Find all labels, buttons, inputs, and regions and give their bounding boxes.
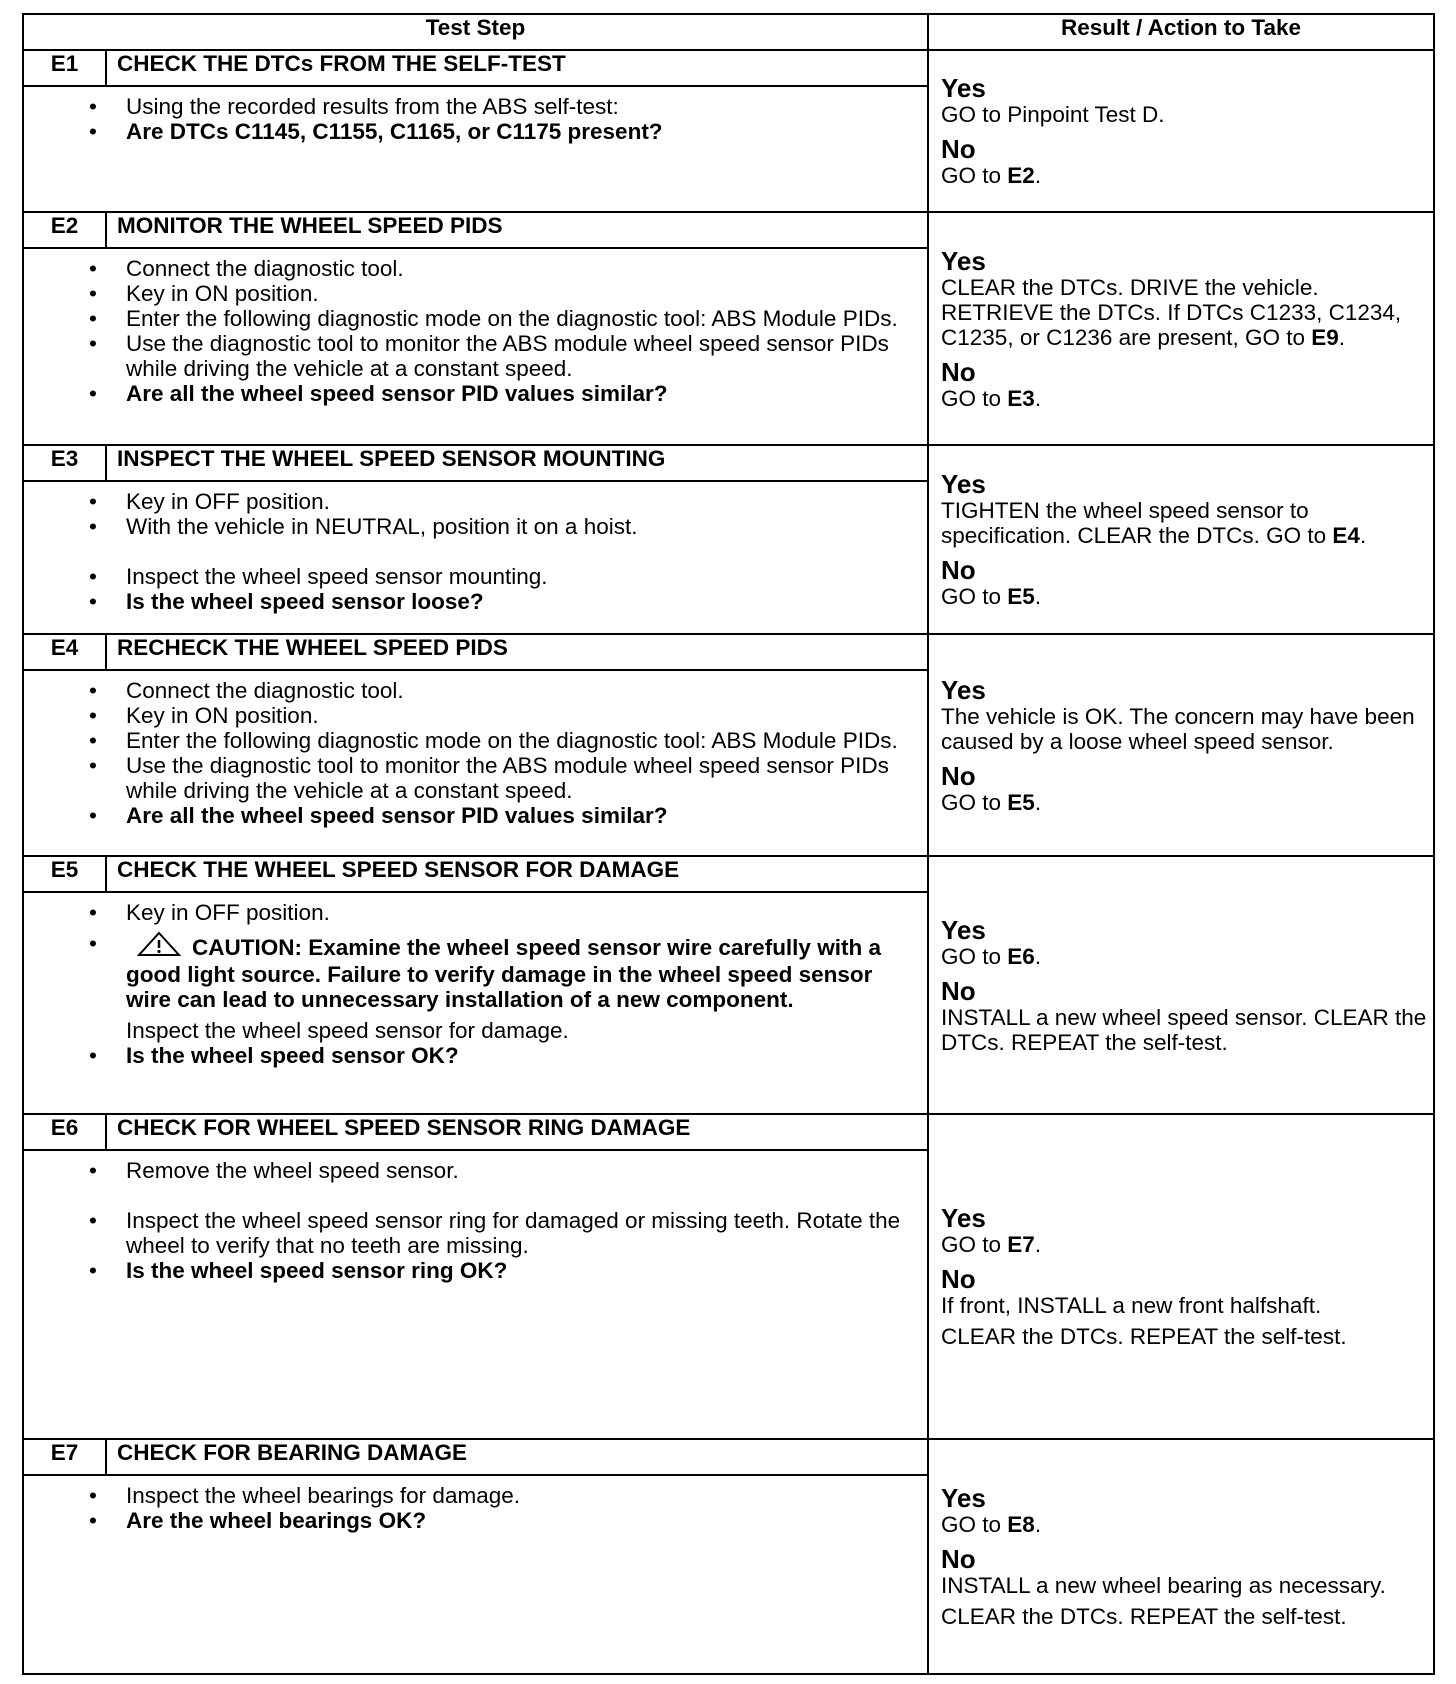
step-title-row [23, 212, 1434, 248]
step-reference: E6 [1007, 943, 1035, 969]
result-no-label: No [941, 356, 976, 387]
result-yes-label: Yes [941, 245, 986, 276]
result-no-label: No [941, 1264, 976, 1294]
instruction-item: • Connect the diagnostic tool. [126, 256, 917, 281]
instruction-item: • Connect the diagnostic tool. [126, 678, 917, 703]
instruction-item: • Enter the following diagnostic mode on the diagnostic tool: ABS Module PIDs. [126, 306, 917, 331]
step-instructions [23, 670, 928, 856]
step-id: E3 [23, 445, 106, 481]
result-no-text: GO to E5. [941, 584, 1042, 609]
step-title-row [23, 1114, 1434, 1150]
instruction-item: • Inspect the wheel speed sensor mounting. [126, 564, 917, 589]
instruction-item: • Use the diagnostic tool to monitor the ABS module wheel speed sensor PIDs while driving the vehicle at a constant speed. [126, 331, 917, 381]
result-yes-text: The vehicle is OK. The concern may have been caused by a loose wheel speed sensor. [941, 703, 1415, 754]
header-result: Result / Action to Take [928, 14, 1434, 50]
caution-triangle-icon [136, 931, 182, 957]
result-no-text: INSTALL a new wheel bearing as necessary. [941, 1573, 1386, 1598]
step-title: CHECK FOR WHEEL SPEED SENSOR RING DAMAGE [106, 1114, 928, 1150]
instruction-question: • Is the wheel speed sensor ring OK? [126, 1258, 917, 1283]
table-header-row [23, 14, 1434, 50]
step-reference: E5 [1007, 789, 1035, 815]
instruction-item: • Key in ON position. [126, 281, 917, 306]
instruction-item: • Remove the wheel speed sensor. [126, 1158, 917, 1183]
result-yes-text: GO to E7. [941, 1232, 1042, 1257]
result-no [941, 1545, 1427, 1629]
result-yes-label: Yes [941, 469, 986, 499]
result-no-label: No [941, 760, 976, 791]
step-title-row [23, 1439, 1434, 1475]
instruction-item: • Key in ON position. [126, 703, 917, 728]
result-no [941, 556, 1427, 609]
step-instructions [23, 481, 928, 634]
instruction-list [24, 1483, 917, 1533]
result-no [941, 1265, 1427, 1349]
instruction-list [24, 94, 917, 144]
step-title: MONITOR THE WHEEL SPEED PIDS [106, 212, 928, 248]
step-title: CHECK FOR BEARING DAMAGE [106, 1439, 928, 1475]
step-instructions [23, 1475, 928, 1674]
step-instructions [23, 1150, 928, 1439]
step-reference: E7 [1007, 1232, 1035, 1257]
result-yes [941, 74, 1427, 127]
result-no [941, 358, 1427, 411]
step-result [928, 634, 1434, 856]
step-title: INSPECT THE WHEEL SPEED SENSOR MOUNTING [106, 445, 928, 481]
step-result [928, 856, 1434, 1114]
step-reference: E2 [1007, 163, 1035, 188]
step-id: E7 [23, 1439, 106, 1475]
step-id: E2 [23, 212, 106, 248]
result-yes [941, 247, 1427, 350]
instruction-item: • Inspect the wheel speed sensor ring for damaged or missing teeth. Rotate the wheel to verify that no teeth are missing. [126, 1208, 917, 1258]
instruction-item: • Using the recorded results from the ABS self-test: [126, 94, 917, 119]
result-no [941, 762, 1427, 815]
step-title-row [23, 634, 1434, 670]
step-title: RECHECK THE WHEEL SPEED PIDS [106, 634, 928, 670]
instruction-item: • With the vehicle in NEUTRAL, position it on a hoist. [126, 514, 917, 539]
result-yes [941, 676, 1427, 754]
step-instructions [23, 86, 928, 212]
instruction-question: • Are all the wheel speed sensor PID values similar? [126, 803, 917, 828]
step-result [928, 212, 1434, 445]
result-yes-text: GO to E6. [941, 943, 1042, 969]
instruction-item: • Use the diagnostic tool to monitor the ABS module wheel speed sensor PIDs while driving the vehicle at a constant speed. [126, 753, 917, 803]
result-yes-text: CLEAR the DTCs. DRIVE the vehicle. RETRIEVE the DTCs. If DTCs C1233, C1234, C1235, or C1236 are present, GO to E9. [941, 274, 1402, 350]
instruction-list [24, 900, 917, 1068]
result-no-extra: CLEAR the DTCs. REPEAT the self-test. [941, 1604, 1347, 1629]
step-instructions [23, 248, 928, 445]
step-title-row [23, 50, 1434, 86]
result-yes-text: GO to E8. [941, 1512, 1042, 1537]
step-result [928, 445, 1434, 634]
step-result [928, 1114, 1434, 1439]
step-title: CHECK THE WHEEL SPEED SENSOR FOR DAMAGE [106, 856, 928, 892]
step-id: E6 [23, 1114, 106, 1150]
result-yes-label: Yes [941, 674, 986, 705]
result-no-label: No [941, 555, 976, 585]
result-no-label: No [941, 1544, 976, 1574]
step-reference: E8 [1007, 1512, 1035, 1537]
result-yes-text: GO to Pinpoint Test D. [941, 102, 1165, 127]
result-yes [941, 1204, 1427, 1257]
step-result [928, 1439, 1434, 1674]
step-result [928, 50, 1434, 212]
result-no-text: GO to E2. [941, 163, 1042, 188]
step-title-row [23, 445, 1434, 481]
result-no-label: No [941, 975, 976, 1006]
result-yes-label: Yes [941, 73, 986, 103]
instruction-question: • Is the wheel speed sensor loose? [126, 589, 917, 614]
result-yes-label: Yes [941, 1203, 986, 1233]
step-reference: E5 [1007, 584, 1035, 609]
step-id: E1 [23, 50, 106, 86]
result-no-text: GO to E3. [941, 385, 1042, 411]
instruction-question: • Is the wheel speed sensor OK? [126, 1043, 917, 1068]
step-instructions [23, 892, 928, 1114]
result-yes-label: Yes [941, 1483, 986, 1513]
result-no-label: No [941, 134, 976, 164]
result-no-text: If front, INSTALL a new front halfshaft. [941, 1293, 1322, 1318]
step-reference: E4 [1332, 523, 1360, 548]
header-test-step: Test Step [23, 14, 928, 50]
instruction-list [24, 256, 917, 406]
instruction-question: • Are the wheel bearings OK? [126, 1508, 917, 1533]
result-no [941, 977, 1427, 1055]
step-title: CHECK THE DTCs FROM THE SELF-TEST [106, 50, 928, 86]
instruction-list [24, 1158, 917, 1283]
result-yes [941, 470, 1427, 548]
instruction-item: • Enter the following diagnostic mode on the diagnostic tool: ABS Module PIDs. [126, 728, 917, 753]
step-id: E4 [23, 634, 106, 670]
result-yes [941, 1484, 1427, 1537]
instruction-item: Inspect the wheel speed sensor for damage. [126, 1018, 569, 1043]
step-reference: E3 [1007, 385, 1035, 411]
step-title-row [23, 856, 1434, 892]
instruction-item: • Key in OFF position. [126, 900, 917, 925]
step-id: E5 [23, 856, 106, 892]
instruction-item: • Key in OFF position. [126, 489, 917, 514]
result-no-extra: CLEAR the DTCs. REPEAT the self-test. [941, 1324, 1347, 1349]
caution-note: • CAUTION: Examine the wheel speed sensor wire carefully with a good light source. Failure to verify damage in the wheel speed sensor wire can lead to unnecessary installation of a new component. [126, 931, 917, 1012]
instruction-question: • Are all the wheel speed sensor PID values similar? [126, 381, 917, 406]
instruction-list [24, 678, 917, 828]
table-body [23, 50, 1434, 1674]
result-yes [941, 916, 1427, 969]
result-no [941, 135, 1427, 188]
result-yes-text: TIGHTEN the wheel speed sensor to specification. CLEAR the DTCs. GO to E4. [941, 498, 1367, 548]
instruction-list [24, 489, 917, 614]
result-no-text: GO to E5. [941, 789, 1042, 815]
step-reference: E9 [1311, 324, 1339, 350]
instruction-question: • Are DTCs C1145, C1155, C1165, or C1175 present? [126, 119, 917, 144]
pinpoint-test-table [22, 13, 1435, 1675]
instruction-item: • Inspect the wheel bearings for damage. [126, 1483, 917, 1508]
result-no-text: INSTALL a new wheel speed sensor. CLEAR the DTCs. REPEAT the self-test. [941, 1004, 1427, 1055]
result-yes-label: Yes [941, 914, 986, 945]
